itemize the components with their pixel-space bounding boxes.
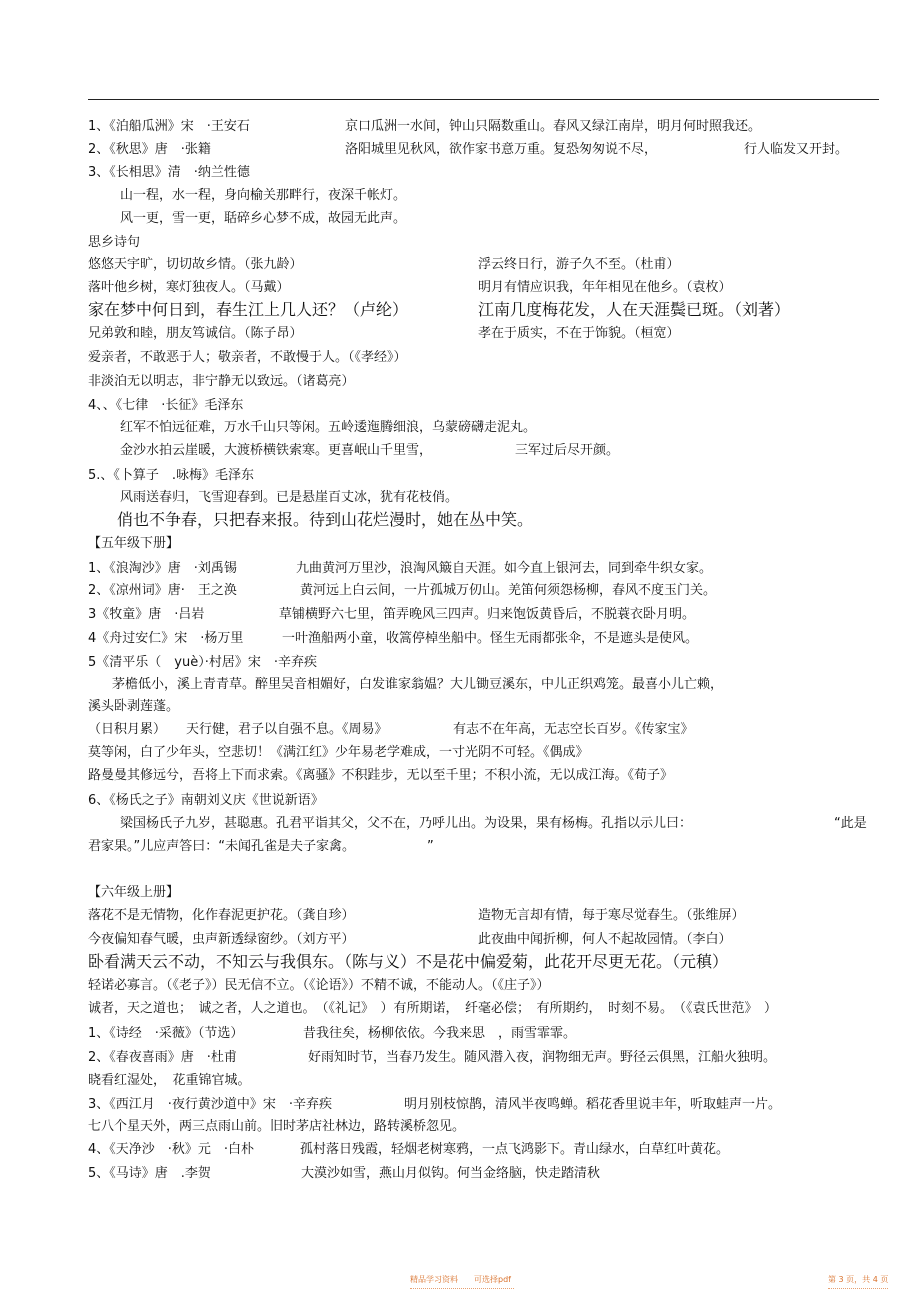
poem-text: 一叶渔船两小童，收篙停棹坐船中。怪生无雨都张伞，不是遮头是使风。 (282, 631, 699, 646)
poem-text: 金沙水拍云崖暖，大渡桥横铁索寒。更喜岷山千里雪， (120, 443, 433, 458)
poem-title: 4、、《七律 ·长征》毛泽东 (88, 398, 244, 413)
quote-text: 卧看满天云不动，不知云与我俱东。（陈与义）不是花中偏爱菊，此花开尽更无花。（元稹） (88, 952, 729, 971)
poem-title: 2、《春夜喜雨》唐 ·杜甫 (88, 1050, 237, 1065)
section-heading: 【六年级上册】 (88, 885, 180, 900)
prose-text: 梁国杨氏子九岁，甚聪惠。孔君平诣其父，父不在，乃呼儿出。为设果，果有杨梅。孔指以示儿曰： (120, 816, 693, 831)
header-rule (88, 99, 879, 100)
poem-title: 3、《长相思》清 ·纳兰性德 (88, 165, 250, 180)
quote-text: 有志不在年高，无志空长百岁。《传家宝》 (453, 722, 694, 737)
poem-text: 三军过后尽开颜。 (515, 443, 620, 458)
poem-text: 大漠沙如雪，燕山月似钩。何当金络脑，快走踏清秋 (301, 1166, 601, 1181)
poem-title: 6、《杨氏之子》南朝刘义庆《世说新语》 (88, 793, 324, 808)
poem-title: 1、《泊船瓜洲》宋 ·王安石 (88, 119, 250, 134)
poem-text: 山一程，水一程，身向榆关那畔行，夜深千帐灯。 (120, 188, 407, 203)
poem-text: 昔我往矣，杨柳依依。今我来思 ，雨雪霏霏。 (303, 1026, 577, 1041)
quote-text: 此夜曲中闻折柳，何人不起故园情。（李白） (478, 932, 732, 947)
poem-title: 3、《西江月 ·夜行黄沙道中》宋 ·辛弃疾 (88, 1097, 333, 1112)
poem-title: 1、《浪淘沙》唐 ·刘禹锡 (88, 561, 237, 576)
poem-title: 2、《秋思》唐 ·张籍 (88, 142, 211, 157)
quote-text: 造物无言却有情，每于寒尽觉春生。（张维屏） (478, 908, 745, 923)
poem-text: 七八个星天外，两三点雨山前。旧时茅店社林边，路转溪桥忽见。 (88, 1119, 466, 1134)
page-number: 第 3 页，共 4 页 (828, 1275, 889, 1284)
poem-title: 5、《马诗》唐 .李贺 (88, 1166, 211, 1181)
prose-text: ” (427, 839, 434, 854)
prose-text: “此是 (834, 816, 867, 831)
quote-text: 落花不是无情物，化作春泥更护花。（龚自珍） (88, 908, 355, 923)
poem-text: 黄河远上白云间，一片孤城万仞山。羌笛何须怨杨柳，春风不度玉门关。 (300, 583, 717, 598)
quote-text: 路曼曼其修远兮，吾将上下而求索。《离骚》不积跬步，无以至千里；不积小流，无以成江海。《荀子》 (88, 768, 674, 783)
section-heading: （日积月累） (88, 722, 167, 737)
quote-text: 爱亲者，不敢恶于人；敬亲者，不敢慢于人。（《孝经》） (88, 350, 407, 365)
poem-text: 九曲黄河万里沙，浪淘风簸自天涯。如今直上银河去，同到牵牛织女家。 (296, 561, 713, 576)
quote-text: 今夜偏知春气暖，虫声新透绿窗纱。（刘方平） (88, 932, 355, 947)
poem-title: 5.、《卜算子 .咏梅》毛泽东 (88, 468, 255, 483)
poem-text: 溪头卧剥莲蓬。 (88, 699, 180, 714)
quote-text: 落叶他乡树，寒灯独夜人。（马戴） (88, 280, 290, 295)
poem-text: 行人临发又开封。 (744, 142, 849, 157)
poem-text: 风雨送春归，飞雪迎春到。已是悬崖百丈冰，犹有花枝俏。 (120, 490, 459, 505)
poem-text: 茅檐低小，溪上青青草。醉里吴音相媚好，白发谁家翁媪？大儿锄豆溪东，中儿正织鸡笼。最喜小儿亡赖， (112, 677, 724, 692)
quote-text: 孝在于质实，不在于饰貌。（桓宽） (478, 326, 680, 341)
poem-title: 4《舟过安仁》宋 ·杨万里 (88, 631, 244, 646)
poem-title: 1、《诗经 ·采薇》（节选） (88, 1026, 244, 1041)
quote-text: 江南几度梅花发，人在天涯鬓已斑。（刘著） (478, 300, 791, 319)
poem-text: 风一更，雪一更，聒碎乡心梦不成，故园无此声。 (120, 211, 407, 226)
poem-text: 洛阳城里见秋风，欲作家书意万重。复恐匆匆说不尽， (345, 142, 658, 157)
poem-text: 孤村落日残霞，轻烟老树寒鸦，一点飞鸿影下。青山绿水，白草红叶黄花。 (300, 1142, 730, 1157)
quote-text: 莫等闲，白了少年头，空悲切！《满江红》少年易老学难成，一寸光阴不可轻。《偶成》 (88, 745, 589, 760)
footer-dots (410, 1288, 514, 1289)
poem-text: 京口瓜洲一水间，钟山只隔数重山。春风又绿江南岸，明月何时照我还。 (345, 119, 762, 134)
poem-text: 红军不怕远征难，万水千山只等闲。五岭逶迤腾细浪，乌蒙磅礴走泥丸。 (120, 420, 537, 435)
quote-text: 天行健，君子以自强不息。《周易》 (186, 722, 388, 737)
poem-text: 俏也不争春，只把春来报。待到山花烂漫时，她在丛中笑。 (117, 510, 534, 529)
poem-title: 2、《凉州词》唐· 王之涣 (88, 583, 237, 598)
quote-text: 兄弟敦和睦，朋友笃诚信。（陈子昂） (88, 326, 303, 341)
section-heading: 【五年级下册】 (88, 536, 180, 551)
footer-dots (828, 1288, 888, 1289)
quote-text: 家在梦中何日到，春生江上几人还？（卢纶） (88, 300, 409, 319)
quote-text: 浮云终日行，游子久不至。（杜甫） (478, 257, 680, 272)
section-heading: 思乡诗句 (88, 235, 141, 250)
poem-title: 5《清平乐（ yuè）·村居》宋 ·辛弃疾 (88, 655, 317, 670)
poem-title: 4、《天净沙 ·秋》元 ·白朴 (88, 1142, 255, 1157)
quote-text: 诚者，天之道也； 诚之者，人之道也。 （《礼记》 ）有所期诺， 纤毫必偿； 有所期约， 时刻不易。 （《袁氏世范》 ） (88, 1001, 778, 1016)
quote-text: 悠悠天宇旷，切切故乡情。（张九龄） (88, 257, 303, 272)
poem-title: 3《牧童》唐 ·吕岩 (88, 607, 205, 622)
footer-source: 精品学习资料 可选择pdf (410, 1275, 511, 1284)
prose-text: 君家果。”儿应声答曰：“未闻孔雀是夫子家禽。 (88, 839, 355, 854)
quote-text: 明月有情应识我，年年相见在他乡。（袁枚） (478, 280, 732, 295)
poem-text: 草铺横野六七里，笛弄晚风三四声。归来饱饭黄昏后，不脱蓑衣卧月明。 (279, 607, 696, 622)
poem-text: 好雨知时节，当春乃发生。随风潜入夜，润物细无声。野径云俱黑，江船火独明。 (308, 1050, 777, 1065)
poem-text: 明月别枝惊鹊，清风半夜鸣蝉。稻花香里说丰年，听取蛙声一片。 (404, 1097, 782, 1112)
quote-text: 非淡泊无以明志，非宁静无以致远。（诸葛亮） (88, 374, 355, 389)
poem-text: 晓看红湿处， 花重锦官城。 (88, 1073, 251, 1088)
quote-text: 轻诺必寡言。（《老子》）民无信不立。（《论语》）不精不诚，不能动人。（《庄子》） (88, 978, 550, 993)
